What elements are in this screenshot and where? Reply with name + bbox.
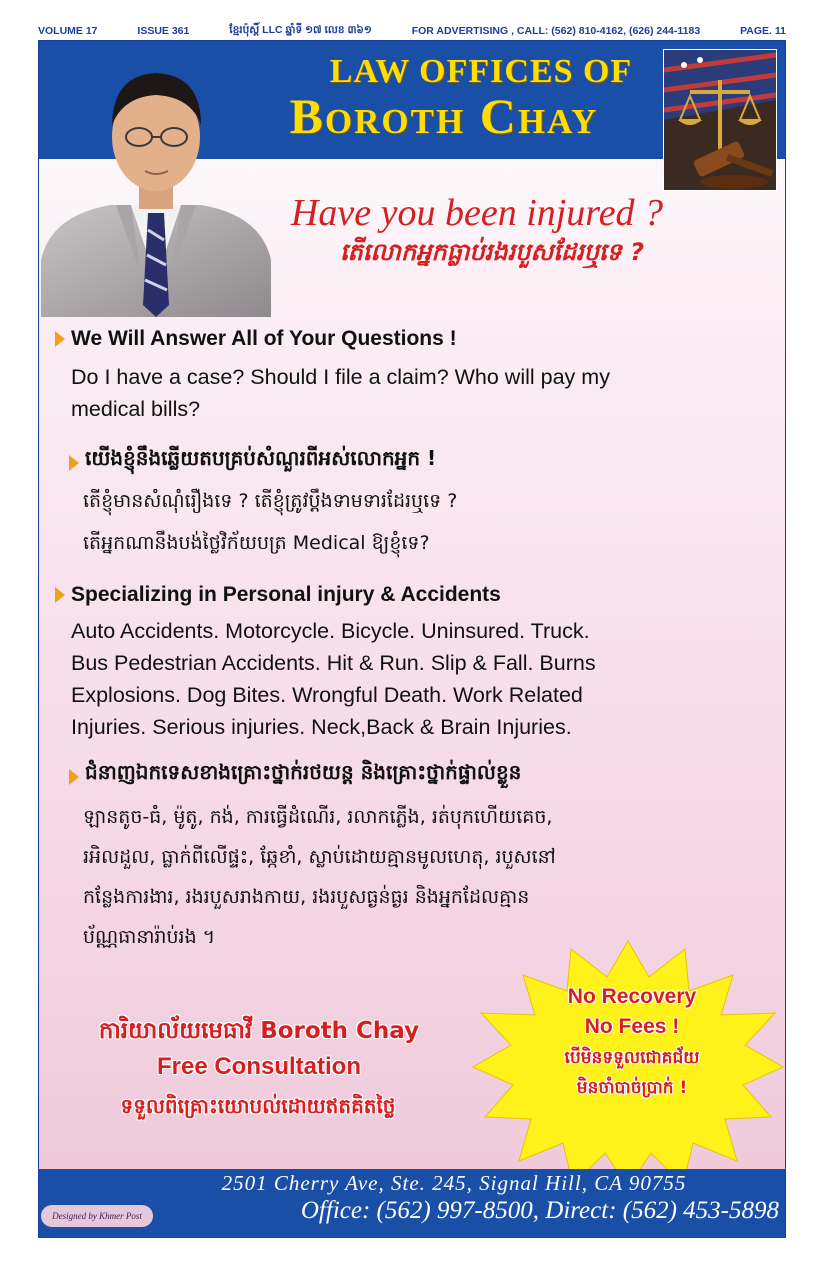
section-specializing-line: Explosions. Dog Bites. Wrongful Death. Work Related	[71, 683, 583, 707]
section-specializing-title: Specializing in Personal injury & Accidents	[71, 583, 501, 606]
section-specializing-kh-line: ប័ណ្ណធានារ៉ាប់រង ។	[83, 926, 216, 948]
section-questions-line: Do I have a case? Should I file a claim? Who will pay my	[71, 365, 610, 389]
section-specializing-kh-line: កន្លែងការងារ, រងរបួសរាងកាយ, រងរបួសធ្ងន់ធ្ងរ និងអ្នកដែលគ្មាន	[83, 886, 530, 908]
bullet-arrow-icon	[69, 455, 79, 471]
bullet-arrow-icon	[69, 769, 79, 785]
banner-title-line1: LAW OFFICES OF	[329, 53, 633, 90]
section-specializing-line: Injuries. Serious injuries. Neck,Back & Brain Injuries.	[71, 715, 572, 739]
free-consultation-khmer: ទទួលពិគ្រោះយោបល់ដោយឥតគិតថ្លៃ	[120, 1094, 396, 1118]
section-specializing-line: Auto Accidents. Motorcycle. Bicycle. Uninsured. Truck.	[71, 619, 590, 643]
section-questions-line: medical bills?	[71, 397, 201, 421]
advertisement	[38, 40, 786, 1238]
burst-khmer-line2: មិនចាំបាច់ប្រាក់ !	[576, 1078, 688, 1098]
advertising-contact: FOR ADVERTISING , CALL: (562) 810-4162, (626) 244-1183	[411, 25, 701, 37]
section-questions-kh-line: តើអ្នកណានឹងបង់ថ្លៃវិក័យបត្រ Medical ឱ្យខ្ញុំទេ?	[83, 532, 430, 554]
office-address: 2501 Cherry Ave, Ste. 245, Signal Hill, CA 90755	[221, 1171, 687, 1195]
gavel-scales-icon	[663, 49, 777, 191]
headline-khmer: តើលោកអ្នកធ្លាប់រងរបួសដែរឬទេ ?	[339, 238, 645, 266]
section-questions-title: We Will Answer All of Your Questions !	[71, 327, 457, 350]
banner-title-name: Boroth Chay	[289, 88, 599, 144]
burst-khmer-line1: បើមិនទទួលជោគជ័យ	[564, 1048, 700, 1068]
burst-no-fees: No Fees !	[584, 1015, 680, 1038]
masthead	[38, 22, 786, 41]
section-specializing-kh-line: រអិលដួល, ធ្លាក់ពីលើផ្ទះ, ឆ្កែខាំ, ស្លាប់ដោយគ្មានមូលហេតុ, របួសនៅ	[83, 846, 556, 868]
burst-no-recovery: No Recovery	[567, 985, 697, 1008]
free-consultation: Free Consultation	[156, 1053, 361, 1080]
volume-label: VOLUME 17	[38, 25, 98, 37]
publisher-label: ខ្មែរប៉ុស្តិ៍ LLC ឆ្នាំទី ១៧ លេខ ៣៦១	[229, 23, 372, 36]
designer-credit: Designed by Khmer Post	[41, 1205, 153, 1227]
section-questions-kh-title: យើងខ្ញុំនឹងឆ្លើយតបគ្រប់សំណួរពីអស់លោកអ្នក !	[85, 446, 437, 470]
phone-numbers: Office: (562) 997-8500, Direct: (562) 453-5898	[300, 1197, 779, 1224]
page-number: PAGE. 11	[740, 25, 786, 37]
bullet-arrow-icon	[55, 331, 65, 347]
section-specializing-kh-title: ជំនាញឯកទេសខាងគ្រោះថ្នាក់រថយន្ត និងគ្រោះថ្នាក់ផ្ទាល់ខ្លួន	[85, 760, 522, 784]
section-questions-kh-line: តើខ្ញុំមានសំណុំរឿងទេ ? តើខ្ញុំត្រូវប្ដឹងទាមទារដែរឬទេ ?	[83, 490, 458, 512]
bullet-arrow-icon	[55, 587, 65, 603]
headline-english: Have you been injured ?	[290, 192, 664, 234]
section-specializing-kh-line: ឡានតូច-ធំ, ម៉ូតូ, កង់, ការធ្វើដំណើរ, រលាកភ្លើង, រត់បុកហើយគេច,	[83, 806, 553, 828]
section-specializing-line: Bus Pedestrian Accidents. Hit & Run. Slip & Fall. Burns	[71, 651, 596, 675]
firm-name-khmer: ការិយាល័យមេធាវី Boroth Chay	[98, 1018, 420, 1044]
issue-label: ISSUE 361	[137, 25, 190, 37]
attorney-portrait	[41, 45, 271, 317]
